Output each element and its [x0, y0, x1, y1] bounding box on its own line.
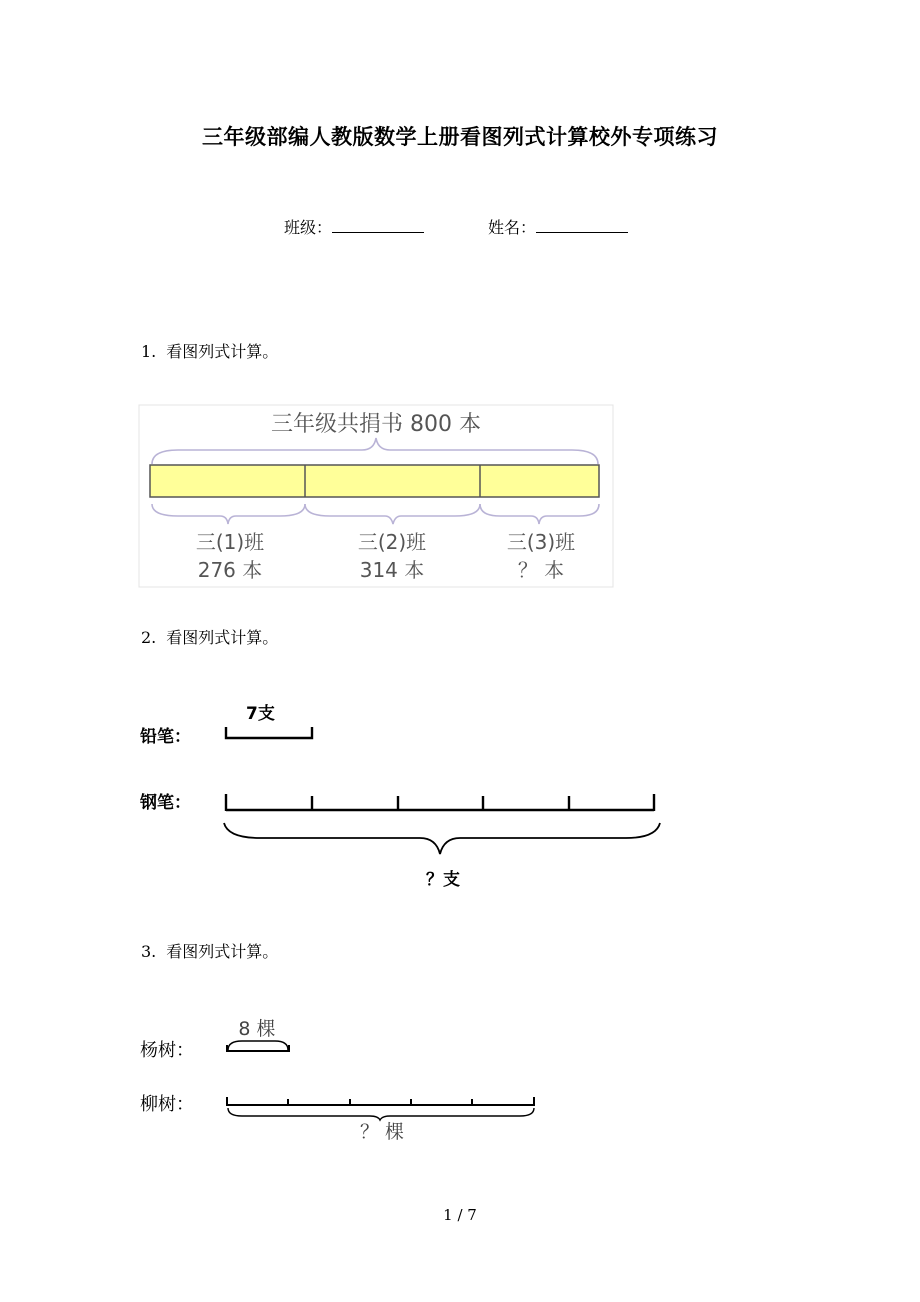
class-field — [284, 215, 424, 238]
question-number: 1. — [141, 342, 157, 361]
page-number: 1 / 7 — [443, 1206, 477, 1224]
pen-label: 钢笔： — [140, 793, 191, 813]
willow-label: 柳树： — [140, 1094, 194, 1115]
willow-brace — [228, 1108, 534, 1120]
question-3 — [141, 939, 278, 962]
page-title: 三年级部编人教版数学上册看图列式计算校外专项练习 — [202, 124, 718, 149]
poplar-label: 杨树： — [140, 1040, 194, 1061]
part-amount-label: 276 本 — [197, 558, 263, 582]
pen-total: ？支 — [426, 870, 460, 890]
part-class-label: 三(2)班 — [357, 530, 427, 554]
part-class-label: 三(3)班 — [506, 530, 576, 554]
figure-3 — [130, 1010, 550, 1150]
name-field — [488, 215, 628, 238]
pen-brace — [224, 823, 660, 854]
name-label: 姓名： — [488, 218, 537, 237]
question-number: 3. — [141, 942, 157, 961]
pencil-bar — [226, 727, 312, 738]
poplar-bar — [227, 1045, 289, 1051]
poplar-count: 8 棵 — [238, 1018, 276, 1040]
figure-2 — [130, 690, 670, 895]
total-bar — [150, 465, 599, 497]
poplar-brace — [228, 1041, 288, 1050]
name-blank[interactable] — [536, 218, 628, 233]
part-class-label: 三(1)班 — [195, 530, 265, 554]
question-number: 2. — [141, 628, 157, 647]
question-1 — [141, 339, 278, 362]
question-2 — [141, 625, 278, 648]
question-prompt: 看图列式计算。 — [166, 942, 279, 961]
question-prompt: 看图列式计算。 — [166, 628, 279, 647]
total-label: 三年级共捐书 800 本 — [271, 412, 481, 437]
class-blank[interactable] — [332, 218, 424, 233]
figure-1 — [138, 404, 616, 590]
class-label: 班级： — [284, 218, 333, 237]
willow-total: ？ 棵 — [359, 1121, 405, 1143]
part-amount-label: ？ 本 — [517, 558, 565, 582]
question-prompt: 看图列式计算。 — [166, 342, 279, 361]
pencil-label: 铅笔： — [140, 727, 191, 747]
pencil-count: 7支 — [246, 704, 275, 724]
part-amount-label: 314 本 — [359, 558, 425, 582]
